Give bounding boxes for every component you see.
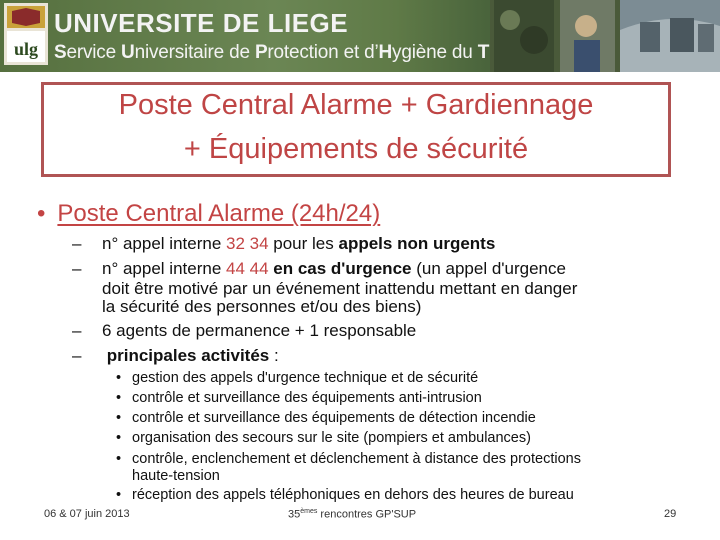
footer-conference	[288, 508, 416, 521]
list-item	[72, 234, 495, 254]
bullet-icon: •	[37, 200, 46, 227]
item-text: la sécurité des personnes et/ou des biens)	[102, 297, 422, 316]
bullet-icon: •	[116, 370, 122, 386]
service-word: rotection et d’	[267, 42, 379, 63]
service-name	[54, 42, 533, 64]
item-text: 6 agents de permanence + 1 responsable	[102, 321, 417, 340]
item-text: doit être motivé par un événement inattendu mettant en danger	[102, 279, 578, 298]
item-text: n° appel interne	[102, 234, 226, 253]
service-word: ygiène du	[392, 42, 478, 63]
dash-icon: –	[72, 346, 82, 365]
activity-item	[116, 368, 478, 388]
phone-number: 44 44	[226, 259, 269, 278]
service-cap-h: H	[378, 42, 393, 63]
header-banner	[0, 0, 720, 72]
item-text: n° appel interne	[102, 259, 226, 278]
page-number: 29	[664, 508, 677, 520]
activity-item	[116, 408, 536, 428]
activity-item	[116, 388, 482, 408]
service-cap-s: S	[54, 42, 67, 63]
service-word: niversitaire de	[134, 42, 255, 63]
section-heading	[37, 200, 380, 228]
item-text: (un appel d'urgence	[411, 259, 566, 278]
slide-title-box	[41, 82, 671, 177]
slide-title-line-1: Poste Central Alarme + Gardiennage	[118, 89, 594, 121]
section-heading-text: Poste Central Alarme (24h/24)	[57, 200, 381, 227]
svg-text:ulg: ulg	[13, 39, 39, 59]
item-emphasis: appels non urgents	[338, 234, 496, 253]
university-logo	[4, 3, 48, 65]
phone-number: 32 34	[226, 234, 269, 253]
university-name: UNIVERSITE DE LIEGE	[54, 8, 349, 38]
service-cap-t: T	[477, 42, 490, 63]
activity-item	[116, 428, 531, 448]
list-item-continuation	[72, 279, 577, 299]
bullet-icon: •	[116, 390, 122, 406]
footer-conference-name: rencontres GP'SUP	[317, 508, 417, 521]
activity-item-continuation	[116, 466, 220, 486]
activity-text: organisation des secours sur le site (pompiers et ambulances)	[132, 430, 531, 446]
bullet-icon: •	[116, 487, 122, 503]
activity-text: contrôle et surveillance des équipements anti-intrusion	[132, 390, 482, 406]
footer-conference-number: 35	[288, 508, 301, 521]
activity-item	[116, 485, 574, 505]
service-word: ervice	[66, 42, 122, 63]
dash-icon: –	[72, 234, 82, 253]
list-item	[72, 346, 279, 366]
activity-text: contrôle, enclenchement et déclenchement à distance des protections	[132, 451, 581, 467]
bullet-icon: •	[116, 410, 122, 426]
activity-text: réception des appels téléphoniques en dehors des heures de bureau	[132, 487, 574, 503]
bullet-icon: •	[116, 451, 122, 467]
activity-text: gestion des appels d'urgence technique et de sécurité	[132, 370, 479, 386]
list-item	[72, 321, 416, 341]
slide-title-line-2: + Équipements de sécurité	[183, 133, 529, 165]
dash-icon: –	[72, 259, 82, 278]
header-photo-strip	[490, 0, 720, 72]
footer-date: 06 & 07 juin 2013	[44, 508, 130, 520]
list-item-continuation	[72, 297, 421, 317]
dash-icon: –	[72, 321, 82, 340]
bullet-icon: •	[116, 430, 122, 446]
service-cap-p: P	[254, 42, 268, 63]
activity-text: haute-tension	[132, 468, 220, 484]
item-emphasis: principales activités	[102, 346, 270, 365]
item-text: :	[269, 346, 279, 365]
item-emphasis: en cas d'urgence	[268, 259, 412, 278]
service-cap-u: U	[121, 42, 135, 63]
activity-text: contrôle et surveillance des équipements de détection incendie	[132, 410, 536, 426]
footer-conference-ordinal: èmes	[300, 508, 318, 515]
list-item	[72, 259, 566, 279]
item-text: pour les	[268, 234, 339, 253]
